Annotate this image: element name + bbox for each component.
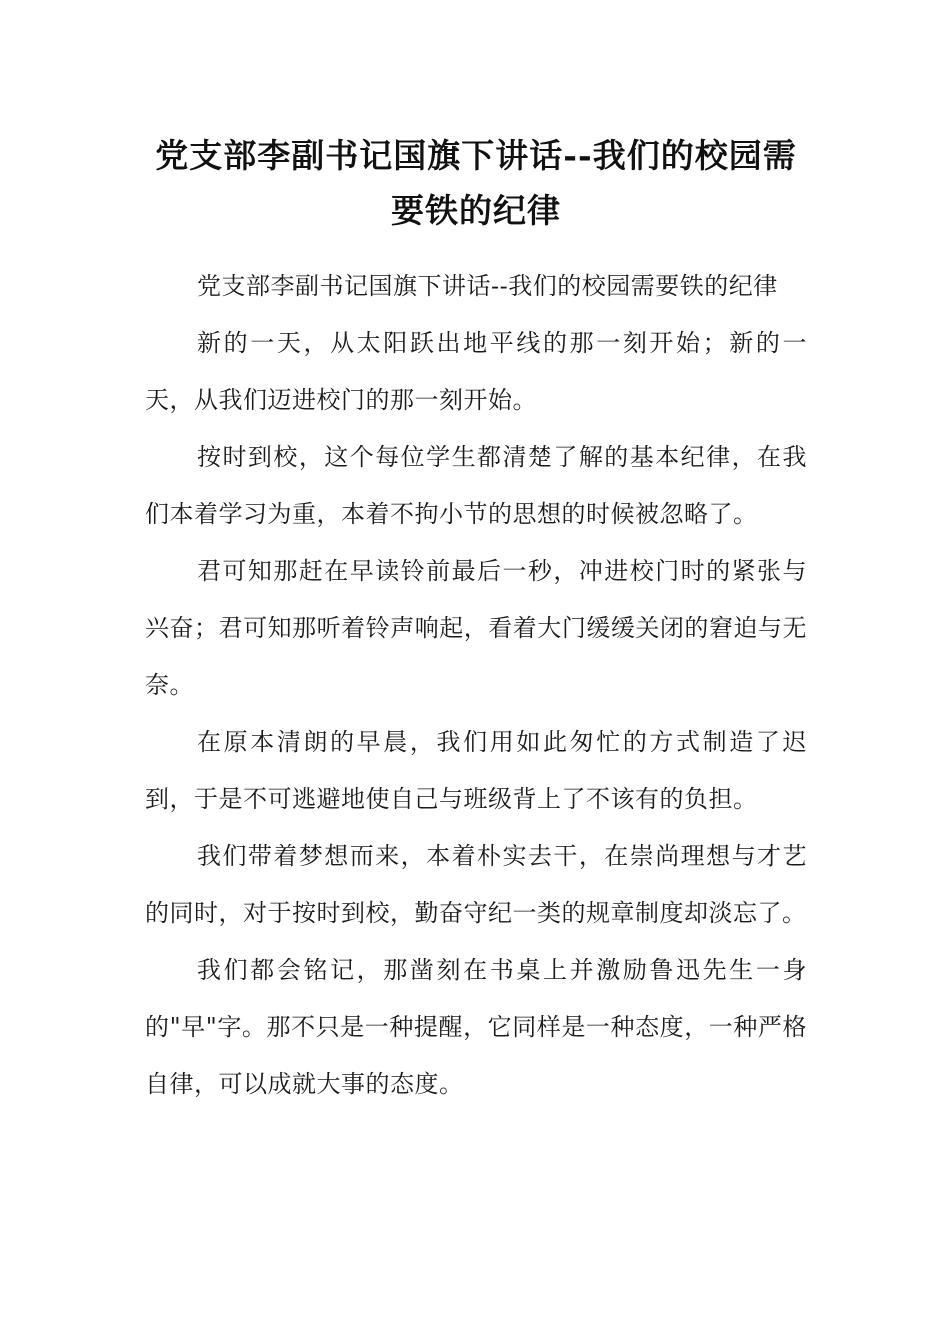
paragraph-4: 君可知那赶在早读铃前最后一秒，冲进校门时的紧张与兴奋；君可知那听着铃声响起，看着大门缓缓关闭的窘迫与无奈。 <box>145 557 807 699</box>
paragraph-3: 按时到校，这个每位学生都清楚了解的基本纪律，在我们本着学习为重，本着不拘小节的思想的时候被忽略了。 <box>145 443 807 528</box>
document-title: 党支部李副书记国旗下讲话--我们的校园需要铁的纪律 <box>155 136 797 230</box>
paragraph-2: 新的一天，从太阳跃出地平线的那一刻开始；新的一天，从我们迈进校门的那一刻开始。 <box>145 329 807 414</box>
paragraph-1: 党支部李副书记国旗下讲话--我们的校园需要铁的纪律 <box>197 272 778 300</box>
document-body <box>145 128 807 1113</box>
paragraph-6: 我们带着梦想而来，本着朴实去干，在崇尚理想与才艺的同时，对于按时到校，勤奋守纪一类的规章制度却淡忘了。 <box>145 842 807 927</box>
paragraph-7: 我们都会铭记，那凿刻在书桌上并激励鲁迅先生一身的"早"字。那不只是一种提醒，它同样是一种态度，一种严格自律，可以成就大事的态度。 <box>145 956 807 1098</box>
paragraph-5: 在原本清朗的早晨，我们用如此匆忙的方式制造了迟到，于是不可逃避地使自己与班级背上了不该有的负担。 <box>145 728 807 813</box>
